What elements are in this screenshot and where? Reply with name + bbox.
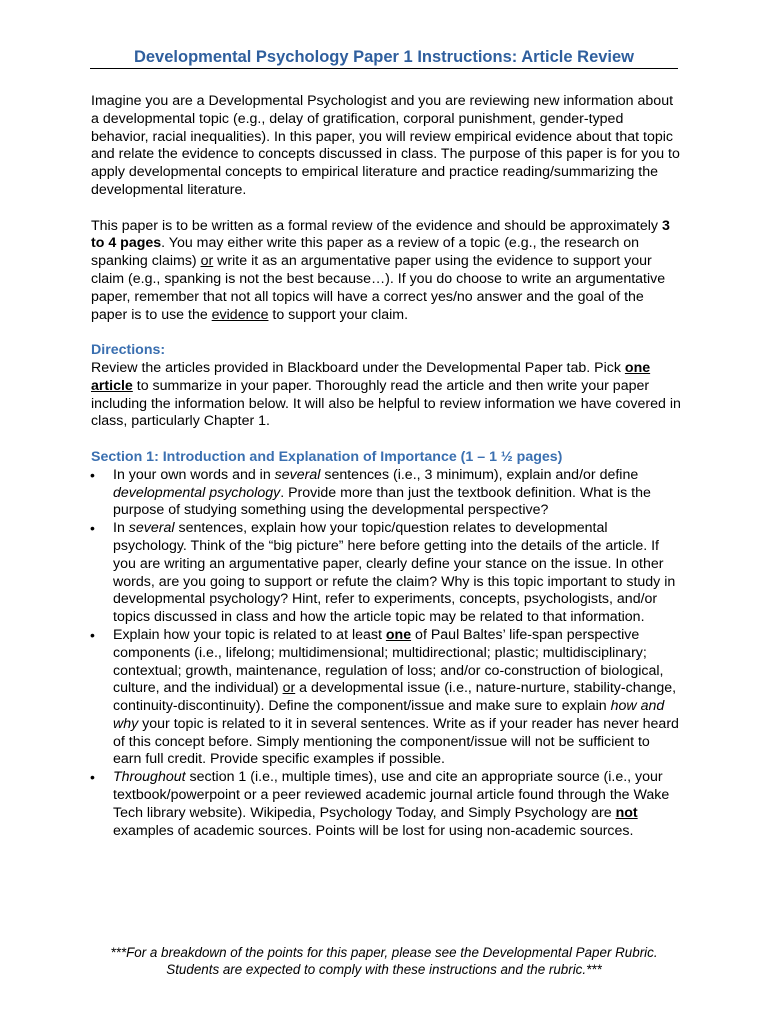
- footer-line-1: ***For a breakdown of the points for this paper, please see the Developmental Paper Rubric.: [110, 945, 658, 960]
- bullet3-text-4: your topic is related to it in several sentences. Write as if your reader has never heard of this concept before. Simply mentioning the component/issue will not be sufficient to earn full credit. Provide specific examples if possible.: [113, 715, 679, 768]
- format-text-2: . You may either write this paper as a review of a topic (e.g., the research on spanking claims): [91, 235, 640, 270]
- list-item: [91, 467, 681, 520]
- bullet1-text-1: In your own words and in: [113, 466, 275, 483]
- format-text-3: write it as an argumentative paper using the evidence to support your claim (e.g., spanking is not the best because…). If you do choose to write an argumentative paper, remember that not all topics will have a correct yes/no answer and the goal of the paper is to use the: [91, 253, 666, 323]
- bullet3-text-3: a developmental issue (i.e., nature-nurture, stability-change, continuity-discontinuity). Define the component/issue and make sure to explain: [113, 680, 677, 715]
- directions-text-2: to summarize in your paper. Thoroughly read the article and then write your paper including the information below. It will also be helpful to review information we have covered in class, particularly Chapter 1.: [91, 377, 681, 430]
- format-text-1: This paper is to be written as a formal review of the evidence and should be approximately: [91, 217, 662, 234]
- bullet-icon: •: [90, 769, 95, 786]
- bullet3-text-2: of Paul Baltes’ life-span perspective components (i.e., lifelong; multidimensional; multidirectional; plastic; multidisciplinary; contextual; growth, maintenance, regulation of loss; and/or co-construction of biological, culture, and the individual): [113, 626, 664, 697]
- throughout-emphasis: Throughout: [113, 769, 186, 786]
- bullet-icon: •: [90, 520, 95, 537]
- format-text-4: to support your claim.: [268, 306, 409, 323]
- directions-text-1: Review the articles provided in Blackboard under the Developmental Paper tab. Pick: [91, 359, 625, 376]
- footer-note: [90, 944, 678, 978]
- list-item: [91, 769, 681, 840]
- or-emphasis: or: [200, 253, 214, 270]
- section1-bullet-list: [91, 467, 681, 841]
- one-article-emphasis: one article: [91, 359, 651, 394]
- format-paragraph: [91, 218, 681, 325]
- bullet4-text-2: examples of academic sources. Points will be lost for using non-academic sources.: [113, 822, 634, 839]
- title-underline-divider: [90, 68, 678, 69]
- bullet1-text-2: sentences (i.e., 3 minimum), explain and/or define: [320, 466, 639, 483]
- footer-line-2: Students are expected to comply with these instructions and the rubric.***: [166, 962, 602, 977]
- list-item: [91, 627, 681, 769]
- bullet-icon: •: [90, 466, 95, 483]
- directions-paragraph: [91, 360, 681, 431]
- paragraph-spacer: [91, 431, 681, 449]
- document-body: [91, 93, 681, 840]
- developmental-psychology-emphasis: developmental psychology: [113, 484, 281, 501]
- bullet2-text-1: In: [113, 520, 129, 537]
- not-emphasis: not: [615, 804, 638, 821]
- how-and-why-emphasis: how and why: [113, 698, 665, 732]
- or-emphasis: or: [282, 680, 296, 697]
- page-title: Developmental Psychology Paper 1 Instructions: Article Review: [133, 48, 635, 66]
- paragraph-spacer: [91, 200, 681, 218]
- bullet3-text-1: Explain how your topic is related to at least: [113, 626, 386, 643]
- bullet2-text-2: sentences, explain how your topic/question relates to developmental psychology. Think of the “big picture” here before getting into the details of the article. If you are writing an argumentative paper, clearly define your stance on the issue. In other words, are you going to support or refute the claim? Why is this topic important to study in developmental psychology? Hint, refer to experiments, concepts, psychologists, and/or topics discussed in class and how the article topic may be related to that information.: [113, 520, 676, 626]
- bullet1-text-3: . Provide more than just the textbook definition. What is the purpose of studying something using the developmental perspective?: [113, 484, 651, 519]
- bullet-icon: •: [90, 626, 95, 643]
- intro-paragraph: Imagine you are a Developmental Psychologist and you are reviewing new information about a developmental topic (e.g., delay of gratification, corporal punishment, gender-typed behavior, racial inequalities). In this paper, you will review empirical evidence about that topic and relate the evidence to concepts discussed in class. The purpose of this paper is for you to apply developmental concepts to empirical literature and practice reading/summarizing the developmental literature.: [91, 93, 680, 198]
- bullet4-text-1: section 1 (i.e., multiple times), use and cite an appropriate source (i.e., your textbook/powerpoint or a peer reviewed academic journal article found through the Wake Tech library website). Wikipedia, Psychology Today, and Simply Psychology are: [113, 769, 670, 821]
- page-count-emphasis: 3 to 4 pages: [91, 217, 670, 252]
- directions-heading: Directions:: [91, 342, 166, 359]
- several-emphasis: several: [128, 520, 175, 537]
- section1-heading: Section 1: Introduction and Explanation of Importance (1 – 1 ½ pages): [91, 448, 563, 465]
- one-emphasis: one: [385, 626, 412, 643]
- list-item: [91, 520, 681, 627]
- evidence-emphasis: evidence: [211, 306, 269, 323]
- several-emphasis: several: [274, 466, 321, 483]
- paragraph-spacer: [91, 324, 681, 342]
